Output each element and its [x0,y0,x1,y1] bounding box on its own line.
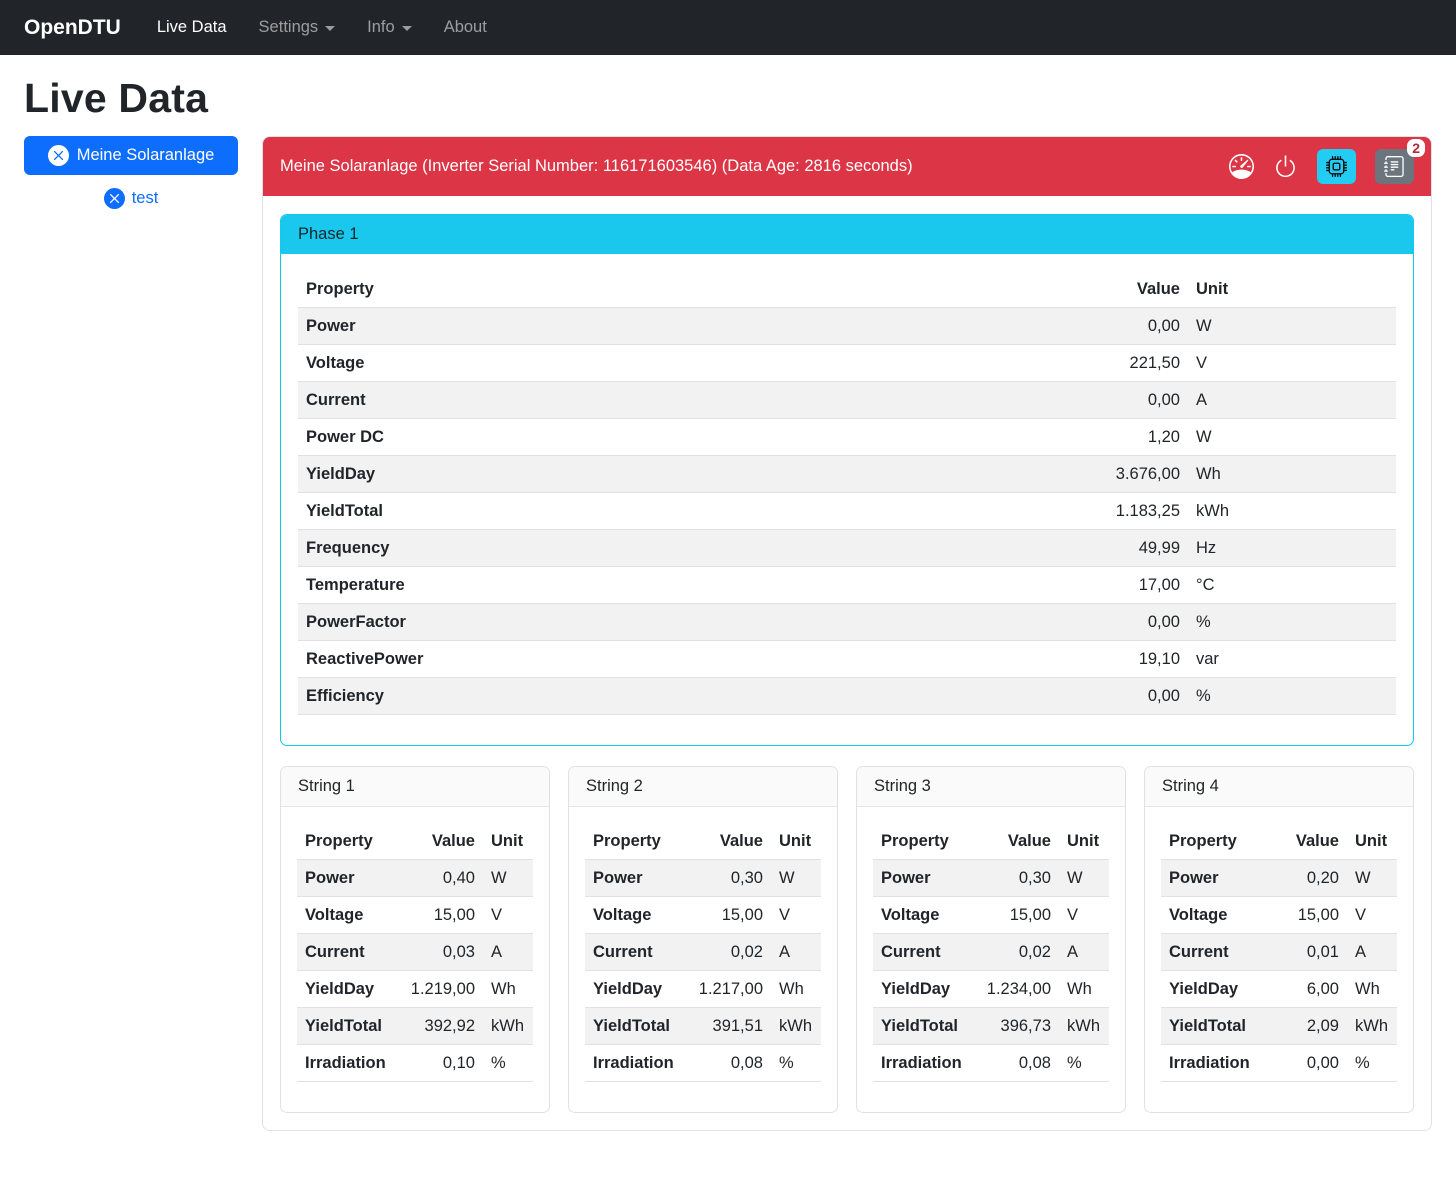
unit-cell: W [1355,868,1371,887]
unit-cell: kWh [491,1016,524,1035]
value-cell: 0,08 [1018,1053,1051,1072]
unit-cell: W [491,868,507,887]
value-cell: 1.217,00 [698,979,763,998]
table-header-row [585,823,821,860]
brand-opendtu[interactable]: OpenDTU [24,15,121,39]
column-property: Property [298,271,854,308]
string-3-card [856,766,1126,1113]
value-cell: 392,92 [424,1016,475,1035]
value-cell: 0,01 [1306,942,1339,961]
property-cell: Power [1169,868,1219,887]
unit-cell: Wh [1355,979,1380,998]
property-cell: YieldDay [305,979,375,998]
string-2-card [568,766,838,1113]
table-row [298,419,1396,456]
column-unit: Unit [1347,823,1397,860]
column-value: Value [1276,823,1347,860]
property-cell: YieldTotal [1169,1016,1247,1035]
unit-cell: A [1067,942,1079,961]
table-row [873,934,1109,971]
top-navbar [0,0,1456,55]
value-cell: 2,09 [1306,1016,1339,1035]
value-cell: 3.676,00 [1115,464,1180,483]
value-cell: 1,20 [1147,427,1180,446]
table-header-row [1161,823,1397,860]
value-cell: 15,00 [1297,905,1339,924]
column-unit: Unit [1059,823,1109,860]
column-property: Property [585,823,687,860]
table-row [1161,897,1397,934]
property-cell: ReactivePower [306,649,424,668]
string-2-table [585,823,821,1082]
property-cell: Current [593,942,653,961]
table-header-row [298,271,1396,308]
string-3-card-header: String 3 [857,767,1125,807]
unit-cell: % [1355,1053,1370,1072]
property-cell: Voltage [593,905,652,924]
value-cell: 0,08 [730,1053,763,1072]
unit-cell: Wh [1067,979,1092,998]
inverter-card [262,136,1432,1131]
table-row [298,493,1396,530]
unit-cell: V [1355,905,1367,924]
column-value: Value [687,823,771,860]
value-cell: 221,50 [1129,353,1180,372]
unit-cell: W [779,868,795,887]
unit-cell: kWh [779,1016,812,1035]
property-cell: YieldTotal [306,501,384,520]
nav-item-label: About [443,18,487,36]
device-info-button[interactable] [1317,149,1356,184]
table-row [1161,1045,1397,1082]
nav-menu [149,10,511,45]
string-1-table [297,823,533,1082]
property-cell: Voltage [881,905,940,924]
value-cell: 0,00 [1147,686,1180,705]
property-cell: Power [593,868,643,887]
value-cell: 0,00 [1306,1053,1339,1072]
inverter-link-test[interactable] [24,188,238,209]
property-cell: Irradiation [593,1053,674,1072]
value-cell: 49,99 [1138,538,1180,557]
value-cell: 19,10 [1138,649,1180,668]
value-cell: 0,02 [730,942,763,961]
string-4-table [1161,823,1397,1082]
property-cell: Current [1169,942,1229,961]
value-cell: 1.183,25 [1115,501,1180,520]
table-row [297,1045,533,1082]
property-cell: Irradiation [1169,1053,1250,1072]
unit-cell: V [491,905,503,924]
column-property: Property [873,823,975,860]
unit-cell: % [779,1053,794,1072]
inverter-header-actions [1229,140,1420,184]
chevron-down-icon [402,26,412,31]
unit-cell: W [1196,427,1212,446]
property-cell: YieldDay [306,464,376,483]
event-log-button[interactable] [1375,140,1420,184]
unit-cell: A [779,942,791,961]
inverter-link-label: test [131,189,159,207]
value-cell: 0,00 [1147,390,1180,409]
nav-item-settings[interactable] [251,10,344,45]
unit-cell: kWh [1355,1016,1388,1035]
unit-cell: A [1355,942,1367,961]
property-cell: Temperature [306,575,405,594]
value-cell: 6,00 [1306,979,1339,998]
cpu-icon [1326,156,1347,177]
table-row [297,897,533,934]
value-cell: 15,00 [1009,905,1051,924]
string-2-card-header: String 2 [569,767,837,807]
nav-item-label: Settings [258,18,319,36]
table-row [873,1045,1109,1082]
property-cell: Current [306,390,366,409]
x-circle-icon [104,188,125,209]
table-row [298,678,1396,715]
nav-item-about[interactable] [436,10,495,45]
inverter-card-header [263,137,1431,196]
inverter-selector [24,136,238,209]
table-row [585,897,821,934]
phase-1-card-header: Phase 1 [281,215,1413,254]
property-cell: Irradiation [305,1053,386,1072]
table-row [297,971,533,1008]
table-row [298,456,1396,493]
unit-cell: % [1196,686,1211,705]
unit-cell: Hz [1196,538,1217,557]
unit-cell: kWh [1067,1016,1100,1035]
table-row [873,971,1109,1008]
property-cell: YieldDay [593,979,663,998]
table-row [298,308,1396,345]
unit-cell: % [1196,612,1211,631]
phase-1-card [280,214,1414,746]
table-row [297,1008,533,1045]
table-row [1161,860,1397,897]
property-cell: Current [881,942,941,961]
value-cell: 1.219,00 [410,979,475,998]
table-row [873,860,1109,897]
unit-cell: A [491,942,503,961]
value-cell: 0,30 [1018,868,1051,887]
table-row [297,934,533,971]
value-cell: 17,00 [1138,575,1180,594]
property-cell: Power DC [306,427,384,446]
property-cell: Voltage [1169,905,1228,924]
nav-item-label: Live Data [156,18,227,36]
chevron-down-icon [325,26,335,31]
column-property: Property [1161,823,1276,860]
limit-settings-button[interactable] [1229,154,1254,179]
value-cell: 0,30 [730,868,763,887]
table-row [1161,1008,1397,1045]
table-row [298,567,1396,604]
unit-cell: % [1067,1053,1082,1072]
unit-cell: kWh [1196,501,1229,520]
value-cell: 391,51 [712,1016,763,1035]
table-row [298,530,1396,567]
column-value: Value [854,271,1188,308]
value-cell: 1.234,00 [986,979,1051,998]
string-1-card [280,766,550,1113]
table-row [298,382,1396,419]
string-3-table [873,823,1109,1082]
nav-item-info[interactable] [359,10,420,45]
journal-text-icon [1384,156,1405,177]
nav-item-label: Info [367,18,395,36]
speedometer-icon [1229,154,1254,179]
value-cell: 0,00 [1147,316,1180,335]
strings-row [280,766,1414,1113]
table-row [585,934,821,971]
property-cell: Efficiency [306,686,384,705]
table-row [873,897,1109,934]
property-cell: Voltage [305,905,364,924]
x-circle-icon [48,145,69,166]
string-1-card-header: String 1 [281,767,549,807]
property-cell: Power [305,868,355,887]
value-cell: 15,00 [433,905,475,924]
string-4-card-header: String 4 [1145,767,1413,807]
column-unit: Unit [771,823,821,860]
unit-cell: W [1067,868,1083,887]
inverter-button-meine-solaranlage[interactable] [24,136,238,175]
property-cell: Voltage [306,353,365,372]
table-row [298,604,1396,641]
table-row [585,860,821,897]
value-cell: 396,73 [1000,1016,1051,1035]
table-row [1161,934,1397,971]
unit-cell: % [491,1053,506,1072]
table-row [585,971,821,1008]
inverter-button-label: Meine Solaranlage [76,146,215,164]
unit-cell: Wh [1196,464,1221,483]
unit-cell: V [779,905,791,924]
table-row [585,1045,821,1082]
unit-cell: V [1067,905,1079,924]
column-property: Property [297,823,399,860]
value-cell: 0,03 [442,942,475,961]
property-cell: Power [881,868,931,887]
property-cell: PowerFactor [306,612,406,631]
value-cell: 0,10 [442,1053,475,1072]
power-icon [1273,154,1298,179]
column-unit: Unit [483,823,533,860]
column-value: Value [975,823,1059,860]
unit-cell: Wh [779,979,804,998]
property-cell: Irradiation [881,1053,962,1072]
unit-cell: °C [1196,575,1215,594]
unit-cell: A [1196,390,1208,409]
string-4-card [1144,766,1414,1113]
value-cell: 0,00 [1147,612,1180,631]
table-row [298,641,1396,678]
phase-1-table [298,271,1396,715]
unit-cell: W [1196,316,1212,335]
unit-cell: V [1196,353,1208,372]
page-title: Live Data [24,75,209,121]
column-value: Value [399,823,483,860]
power-toggle-button[interactable] [1273,154,1298,179]
property-cell: YieldDay [881,979,951,998]
value-cell: 0,40 [442,868,475,887]
property-cell: YieldTotal [305,1016,383,1035]
nav-item-live-data[interactable] [149,10,235,45]
property-cell: YieldTotal [593,1016,671,1035]
property-cell: Power [306,316,356,335]
unit-cell: var [1196,649,1219,668]
table-row [297,860,533,897]
column-unit: Unit [1188,271,1396,308]
event-count-badge: 2 [1407,139,1425,157]
table-row [1161,971,1397,1008]
unit-cell: Wh [491,979,516,998]
value-cell: 15,00 [721,905,763,924]
property-cell: Frequency [306,538,390,557]
table-header-row [873,823,1109,860]
value-cell: 0,02 [1018,942,1051,961]
table-row [298,345,1396,382]
table-header-row [297,823,533,860]
property-cell: YieldDay [1169,979,1239,998]
inverter-header-text: Meine Solaranlage (Inverter Serial Number: 116171603546) (Data Age: 2816 seconds) [280,157,913,175]
property-cell: Current [305,942,365,961]
property-cell: YieldTotal [881,1016,959,1035]
value-cell: 0,20 [1306,868,1339,887]
table-row [873,1008,1109,1045]
table-row [585,1008,821,1045]
